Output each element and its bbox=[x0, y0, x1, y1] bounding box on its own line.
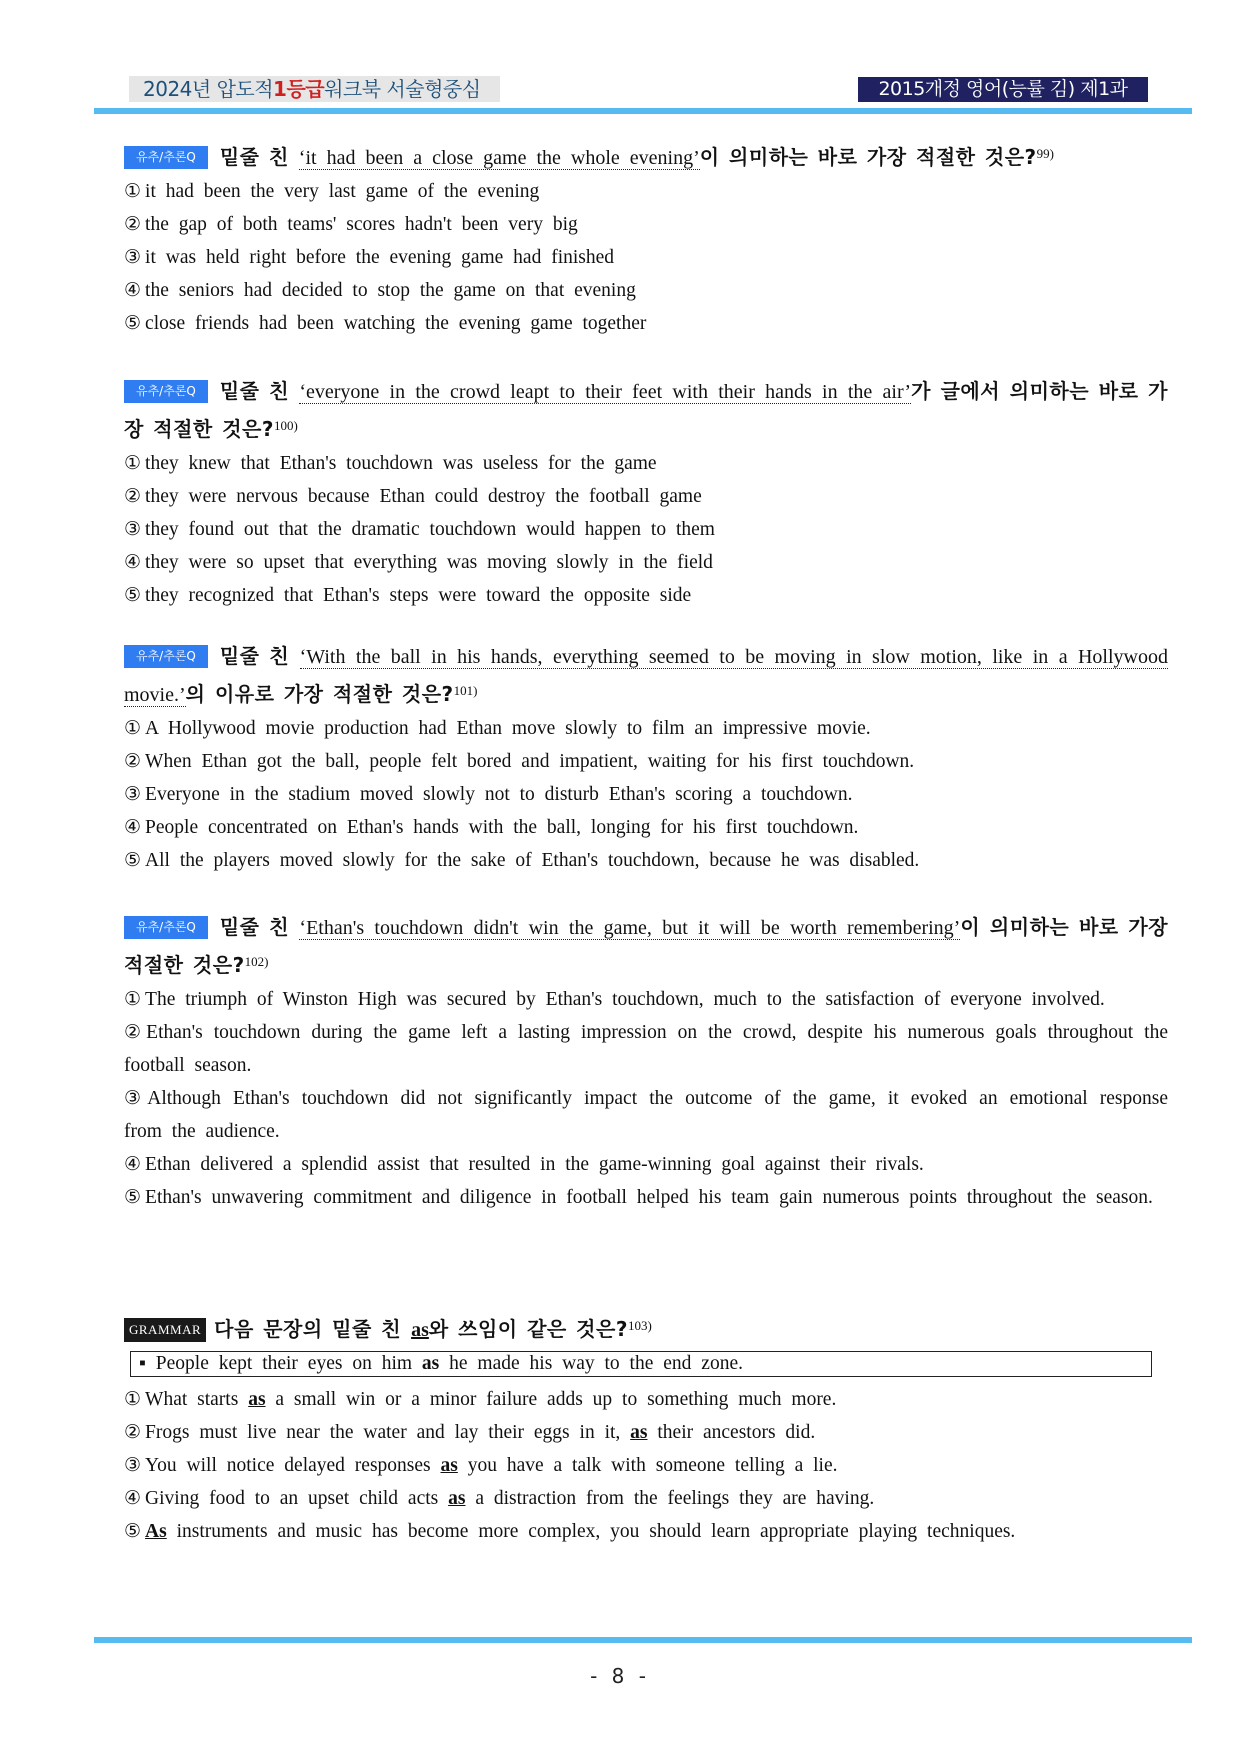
option-text: People concentrated on Ethan's hands with the ball, longing for his first touchdown. bbox=[145, 817, 859, 838]
option-3[interactable] bbox=[124, 778, 1168, 811]
prompt-prefix: 밑줄 친 bbox=[219, 915, 290, 939]
option-number: ④ bbox=[124, 1487, 142, 1509]
option-text-after: instruments and music has become more complex, you should learn appropriate playing techniques. bbox=[176, 1521, 1016, 1542]
page-number: - 8 - bbox=[590, 1664, 650, 1688]
option-text: All the players moved slowly for the sake of Ethan's touchdown, because he was disabled. bbox=[145, 850, 920, 871]
option-text: Ethan's touchdown during the game left a lasting impression on the crowd, despite his numerous goals throughout the football season. bbox=[124, 1022, 1168, 1076]
prompt-prefix: 밑줄 친 bbox=[219, 644, 290, 668]
prompt-suffix: 의 이유로 가장 적절한 것은? bbox=[185, 682, 454, 706]
header-divider bbox=[94, 108, 1192, 114]
example-before: People kept their eyes on him bbox=[155, 1353, 413, 1374]
option-text: it had been the very last game of the evening bbox=[145, 181, 540, 202]
option-number: ③ bbox=[124, 1087, 144, 1109]
option-text-before: What starts bbox=[145, 1389, 239, 1410]
workbook-title-prefix: 2024년 압도적 bbox=[143, 77, 274, 101]
option-keyword: As bbox=[145, 1521, 167, 1542]
question-prompt bbox=[124, 375, 1168, 447]
footnote-ref: 102) bbox=[244, 954, 269, 969]
option-4[interactable] bbox=[124, 811, 1168, 844]
underlined-quote: ‘With the ball in his hands, everything seemed to be moving in slow motion, like in a Hollywood movie.’ bbox=[124, 646, 1168, 706]
option-text-before: Frogs must live near the water and lay their eggs in it, bbox=[145, 1422, 621, 1443]
option-text: close friends had been watching the evening game together bbox=[145, 313, 647, 334]
option-2[interactable] bbox=[124, 480, 1168, 513]
option-1[interactable] bbox=[124, 175, 1168, 208]
option-text: they recognized that Ethan's steps were toward the opposite side bbox=[145, 585, 692, 606]
option-text: Everyone in the stadium moved slowly not to disturb Ethan's scoring a touchdown. bbox=[145, 784, 853, 805]
footnote-ref: 99) bbox=[1036, 146, 1055, 161]
option-number: ① bbox=[124, 452, 142, 474]
prompt-suffix: 이 의미하는 바로 가장 적절한 것은? bbox=[699, 145, 1037, 169]
example-after: he made his way to the end zone. bbox=[449, 1353, 743, 1374]
option-5[interactable] bbox=[124, 844, 1168, 877]
option-3[interactable] bbox=[124, 513, 1168, 546]
option-2[interactable] bbox=[124, 745, 1168, 778]
prompt-suffix: 와 쓰임이 같은 것은? bbox=[428, 1317, 628, 1341]
option-number: ④ bbox=[124, 279, 142, 301]
option-5[interactable] bbox=[124, 307, 1168, 340]
option-text-after: you have a talk with someone telling a lie. bbox=[467, 1455, 838, 1476]
prompt-suffix: 가 글에서 의미하는 바로 가장 적절한 것은? bbox=[124, 379, 1168, 441]
option-3[interactable] bbox=[124, 1449, 1168, 1482]
option-1[interactable] bbox=[124, 1383, 1168, 1416]
option-keyword: as bbox=[630, 1422, 648, 1443]
option-keyword: as bbox=[448, 1488, 466, 1509]
option-text: Ethan delivered a splendid assist that resulted in the game-winning goal against their rivals. bbox=[145, 1154, 924, 1175]
option-number: ⑤ bbox=[124, 849, 142, 871]
option-text: The triumph of Winston High was secured by Ethan's touchdown, much to the satisfaction of everyone involved. bbox=[145, 989, 1105, 1010]
option-3[interactable] bbox=[124, 1082, 1168, 1148]
inference-badge: 유추/추론Q bbox=[124, 380, 208, 403]
option-number: ⑤ bbox=[124, 312, 142, 334]
option-keyword: as bbox=[440, 1455, 458, 1476]
question-prompt bbox=[124, 640, 1168, 712]
prompt-suffix: 이 의미하는 바로 가장 적절한 것은? bbox=[124, 915, 1169, 977]
option-number: ⑤ bbox=[124, 584, 142, 606]
inference-badge: 유추/추론Q bbox=[124, 916, 208, 939]
workbook-title bbox=[129, 76, 500, 102]
option-text: they were so upset that everything was moving slowly in the field bbox=[145, 552, 713, 573]
option-number: ③ bbox=[124, 783, 142, 805]
option-4[interactable] bbox=[124, 1482, 1168, 1515]
underlined-quote: ‘it had been a close game the whole evening’ bbox=[298, 147, 700, 169]
option-1[interactable] bbox=[124, 447, 1168, 480]
option-number: ① bbox=[124, 1388, 142, 1410]
option-text: When Ethan got the ball, people felt bored and impatient, waiting for his first touchdown. bbox=[145, 751, 915, 772]
option-text: Ethan's unwavering commitment and diligence in football helped his team gain numerous points throughout the season. bbox=[145, 1187, 1153, 1208]
option-text: the gap of both teams' scores hadn't been very big bbox=[145, 214, 578, 235]
option-2[interactable] bbox=[124, 208, 1168, 241]
option-4[interactable] bbox=[124, 274, 1168, 307]
option-number: ③ bbox=[124, 518, 142, 540]
option-number: ③ bbox=[124, 1454, 142, 1476]
option-text: they found out that the dramatic touchdown would happen to them bbox=[145, 519, 715, 540]
option-5[interactable] bbox=[124, 579, 1168, 612]
lesson-label: 2015개정 영어(능률 김) 제1과 bbox=[858, 77, 1148, 102]
underlined-quote: ‘everyone in the crowd leapt to their feet with their hands in the air’ bbox=[299, 381, 912, 403]
bullet-icon: ▪ bbox=[139, 1353, 146, 1374]
option-text: Although Ethan's touchdown did not significantly impact the outcome of the game, it evoked an emotional response from the audience. bbox=[124, 1088, 1168, 1142]
inference-badge: 유추/추론Q bbox=[124, 146, 208, 169]
option-2[interactable] bbox=[124, 1016, 1168, 1082]
option-text: they were nervous because Ethan could destroy the football game bbox=[145, 486, 702, 507]
option-number: ① bbox=[124, 988, 142, 1010]
option-text: A Hollywood movie production had Ethan move slowly to film an impressive movie. bbox=[145, 718, 871, 739]
option-2[interactable] bbox=[124, 1416, 1168, 1449]
option-number: ② bbox=[124, 213, 142, 235]
question-100 bbox=[124, 375, 1168, 612]
footer-divider bbox=[94, 1637, 1192, 1643]
option-text-after: a small win or a minor failure adds up to something much more. bbox=[275, 1389, 837, 1410]
example-keyword: as bbox=[421, 1353, 440, 1374]
option-1[interactable] bbox=[124, 983, 1168, 1016]
option-3[interactable] bbox=[124, 241, 1168, 274]
option-text: they knew that Ethan's touchdown was useless for the game bbox=[145, 453, 657, 474]
option-text: the seniors had decided to stop the game on that evening bbox=[145, 280, 636, 301]
question-prompt bbox=[124, 1309, 1168, 1347]
option-number: ④ bbox=[124, 1153, 142, 1175]
question-103-grammar bbox=[124, 1309, 1168, 1548]
prompt-prefix: 밑줄 친 bbox=[219, 145, 289, 169]
option-number: ③ bbox=[124, 246, 142, 268]
workbook-title-highlight: 1등급 bbox=[273, 77, 325, 101]
option-number: ① bbox=[124, 717, 142, 739]
option-5[interactable] bbox=[124, 1181, 1168, 1214]
question-102 bbox=[124, 911, 1168, 1214]
example-sentence-box bbox=[130, 1351, 1152, 1377]
option-text-before: Giving food to an upset child acts bbox=[145, 1488, 439, 1509]
option-keyword: as bbox=[248, 1389, 266, 1410]
grammar-badge: GRAMMAR bbox=[124, 1318, 206, 1342]
keyword: as bbox=[411, 1319, 429, 1341]
question-101 bbox=[124, 640, 1168, 877]
option-number: ④ bbox=[124, 816, 142, 838]
option-text: it was held right before the evening game had finished bbox=[145, 247, 615, 268]
option-1[interactable] bbox=[124, 712, 1168, 745]
footnote-ref: 103) bbox=[627, 1318, 652, 1333]
option-4[interactable] bbox=[124, 546, 1168, 579]
option-text-after: their ancestors did. bbox=[657, 1422, 816, 1443]
workbook-title-suffix: 워크북 서술형중심 bbox=[324, 77, 481, 101]
option-number: ⑤ bbox=[124, 1186, 142, 1208]
footnote-ref: 100) bbox=[273, 418, 298, 433]
prompt-prefix: 다음 문장의 밑줄 친 bbox=[214, 1317, 402, 1341]
inference-badge: 유추/추론Q bbox=[124, 645, 208, 668]
option-number: ① bbox=[124, 180, 142, 202]
option-5[interactable] bbox=[124, 1515, 1168, 1548]
option-number: ② bbox=[124, 750, 142, 772]
question-prompt bbox=[124, 137, 1168, 175]
underlined-quote: ‘Ethan's touchdown didn't win the game, but it will be worth remembering’ bbox=[299, 917, 961, 939]
footnote-ref: 101) bbox=[453, 683, 478, 698]
option-number: ⑤ bbox=[124, 1520, 142, 1542]
option-text-before: You will notice delayed responses bbox=[145, 1455, 431, 1476]
question-prompt bbox=[124, 911, 1168, 983]
option-number: ② bbox=[124, 485, 142, 507]
prompt-prefix: 밑줄 친 bbox=[219, 379, 290, 403]
option-text-after: a distraction from the feelings they are having. bbox=[475, 1488, 875, 1509]
question-99 bbox=[124, 137, 1168, 340]
option-4[interactable] bbox=[124, 1148, 1168, 1181]
option-number: ② bbox=[124, 1421, 142, 1443]
option-number: ④ bbox=[124, 551, 142, 573]
option-number: ② bbox=[124, 1021, 143, 1043]
